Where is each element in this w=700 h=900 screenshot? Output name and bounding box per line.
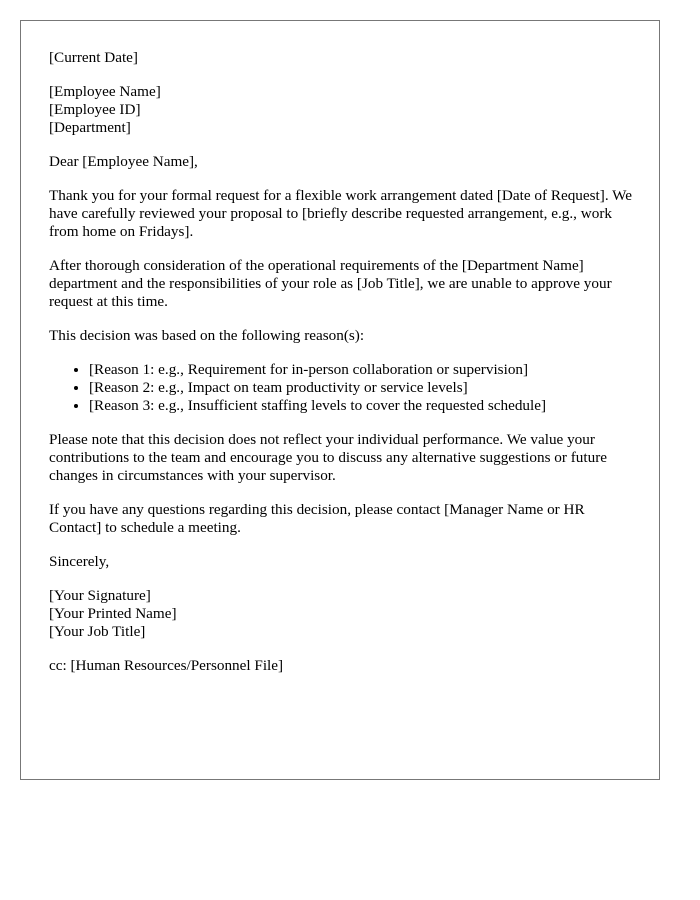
date-block (49, 49, 637, 67)
job-title: [Your Job Title] (49, 623, 146, 640)
list-item: • [Reason 2: e.g., Impact on team productivity or service levels] (89, 379, 637, 397)
salutation: Dear [Employee Name], (49, 153, 198, 170)
list-item: • [Reason 3: e.g., Insufficient staffing levels to cover the requested schedule] (89, 397, 637, 415)
paragraph-request: Thank you for your formal request for a flexible work arrangement dated [Date of Request]. We have carefully reviewed your proposal to [briefly describe requested arrangement, e.g., work from home on Fridays]. (49, 187, 632, 240)
letter-date: [Current Date] (49, 49, 138, 66)
paragraph-decision: After thorough consideration of the operational requirements of the [Department Name] department and the responsibilities of your role as [Job Title], we are unable to approve your request at this time. (49, 257, 612, 310)
paragraph-contact: If you have any questions regarding this decision, please contact [Manager Name or HR Contact] to schedule a meeting. (49, 501, 585, 536)
recipient-block (49, 83, 637, 137)
signature-line: [Your Signature] (49, 587, 151, 604)
cc-line: cc: [Human Resources/Personnel File] (49, 657, 284, 674)
recipient-department: [Department] (49, 119, 131, 136)
recipient-name: [Employee Name] (49, 83, 161, 100)
paragraph-note: Please note that this decision does not reflect your individual performance. We value your contributions to the team and encourage you to discuss any alternative suggestions or future changes in circumstances with your supervisor. (49, 431, 607, 484)
printed-name: [Your Printed Name] (49, 605, 177, 622)
signoff: Sincerely, (49, 553, 110, 570)
list-item: • [Reason 1: e.g., Requirement for in-person collaboration or supervision] (89, 361, 637, 379)
letter-body (49, 49, 637, 691)
reasons-list (49, 361, 637, 415)
recipient-id: [Employee ID] (49, 101, 141, 118)
paragraph-reasons-intro: This decision was based on the following reason(s): (49, 327, 365, 344)
letter-page (20, 20, 660, 780)
signature-block (49, 587, 637, 641)
